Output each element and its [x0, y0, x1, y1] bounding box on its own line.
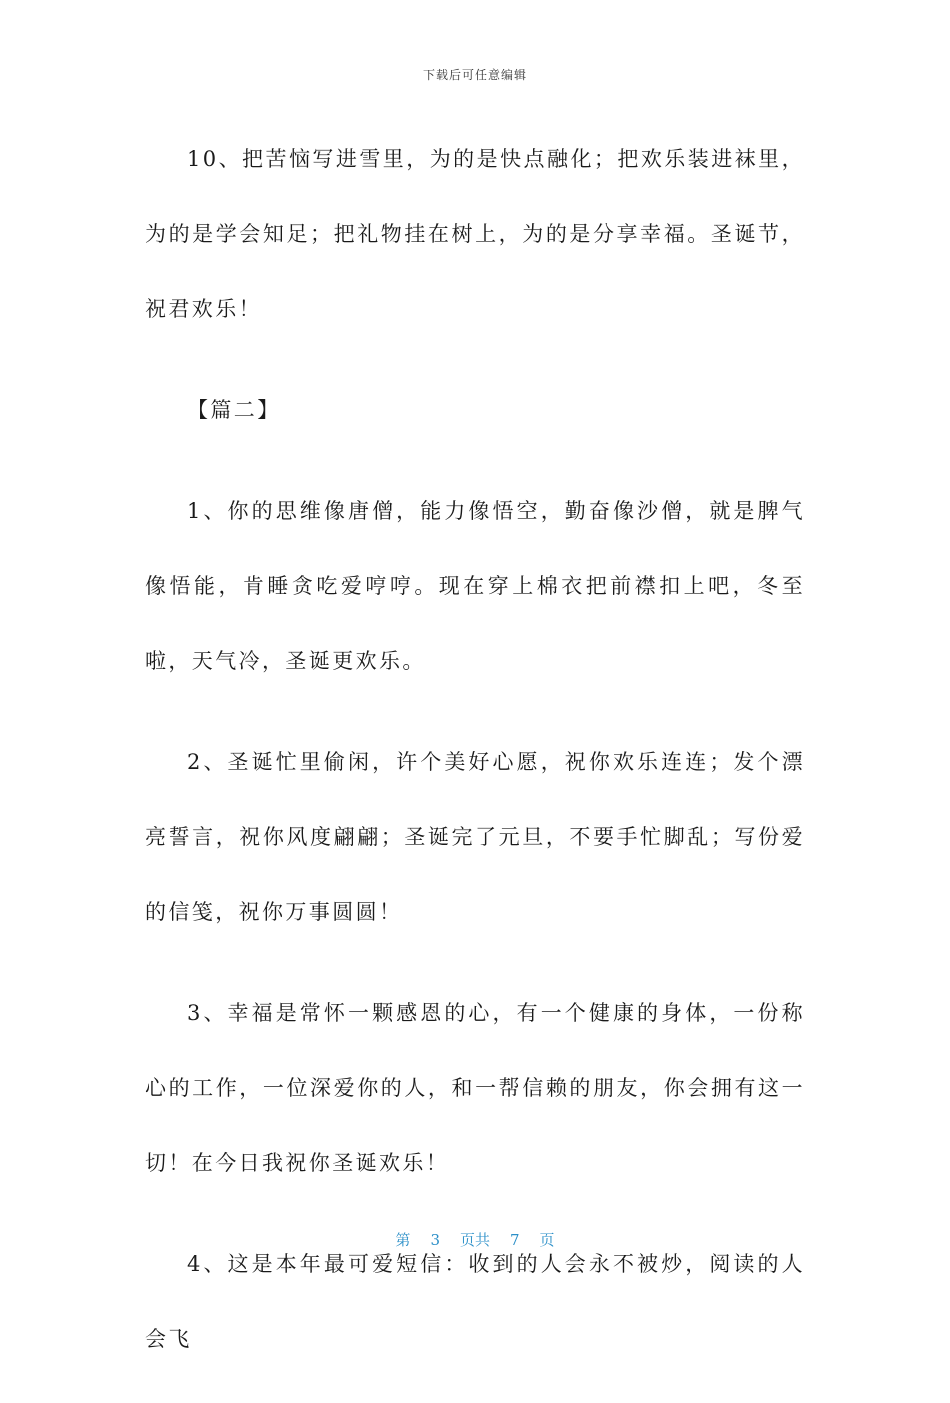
paragraph-4: 4、这是本年最可爱短信：收到的人会永不被炒，阅读的人会飞	[145, 1252, 805, 1351]
paragraph-1: 1、你的思维像唐僧，能力像悟空，勤奋像沙僧，就是脾气像悟能，肯睡贪吃爱哼哼。现在穿上棉衣把前襟扣上吧，冬至啦，天气冷，圣诞更欢乐。	[145, 499, 805, 673]
footer-label-page: 第	[395, 1231, 411, 1249]
page-footer	[0, 1229, 950, 1250]
paragraph-2: 2、圣诞忙里偷闲，许个美好心愿，祝你欢乐连连；发个漂亮誓言，祝你风度翩翩；圣诞完了元旦，不要手忙脚乱；写份爱的信笺，祝你万事圆圆！	[145, 750, 805, 924]
paragraph-3: 3、幸福是常怀一颗感恩的心，有一个健康的身体，一份称心的工作，一位深爱你的人，和一帮信赖的朋友，你会拥有这一切！在今日我祝你圣诞欢乐！	[145, 1001, 805, 1175]
document-body	[145, 122, 805, 1403]
footer-label-of: 页共	[459, 1231, 490, 1249]
page-header: 下载后可任意编辑	[422, 68, 527, 82]
footer-label-end: 页	[539, 1231, 555, 1249]
section-heading: 【篇二】	[187, 398, 281, 422]
paragraph-10: 10、把苦恼写进雪里，为的是快点融化；把欢乐装进袜里，为的是学会知足；把礼物挂在树上，为的是分享幸福。圣诞节，祝君欢乐！	[145, 147, 805, 321]
footer-current-page: 3	[430, 1231, 440, 1249]
footer-total-pages: 7	[510, 1231, 520, 1249]
